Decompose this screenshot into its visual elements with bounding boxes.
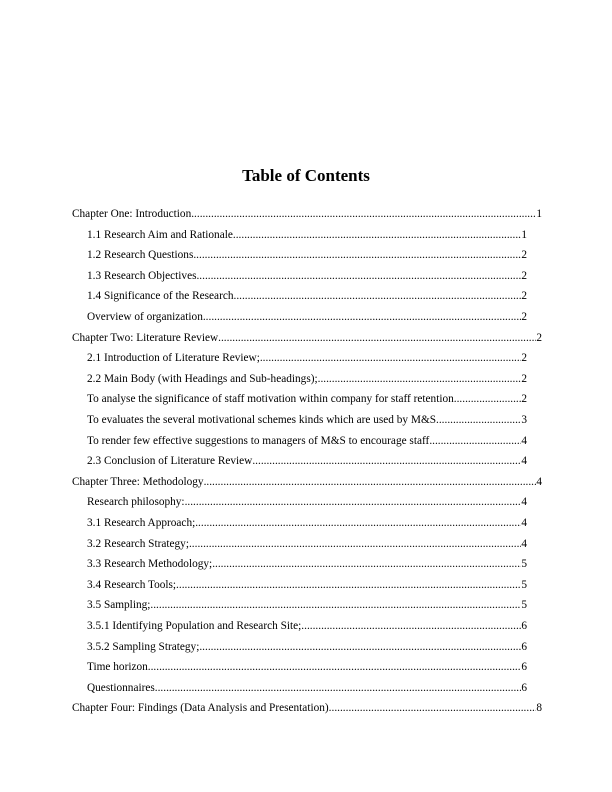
toc-entry-text: To evaluates the several motivational schemes kinds which are used by M&S <box>87 414 437 426</box>
toc-entry[interactable] <box>87 286 527 306</box>
toc-page-number: 1 <box>521 228 527 241</box>
toc-page-number: 1 <box>536 208 542 220</box>
toc-leader-dots <box>252 451 521 471</box>
toc-leader-dots <box>233 225 521 245</box>
toc-leader-dots <box>176 575 521 595</box>
toc-entry[interactable] <box>87 225 527 245</box>
toc-entry-text: 3.5.1 Identifying Population and Research Site; <box>87 620 302 632</box>
toc-leader-dots <box>193 245 521 265</box>
toc-leader-dots <box>318 369 522 389</box>
toc-leader-dots <box>148 657 522 677</box>
toc-entry[interactable] <box>87 595 527 615</box>
toc-page-number: 5 <box>521 599 527 612</box>
toc-entry[interactable] <box>87 451 527 471</box>
toc-page-number: 3 <box>521 414 527 426</box>
toc-entry[interactable] <box>87 616 527 636</box>
toc-page-number: 6 <box>521 681 527 694</box>
toc-page-number: 2 <box>521 372 527 385</box>
toc-entry-text: 2.1 Introduction of Literature Review; <box>87 352 260 365</box>
toc-entry-text: Chapter Two: Literature Review <box>72 331 219 344</box>
toc-entry-text: Questionnaires <box>87 681 155 694</box>
toc-page-number: 2 <box>521 249 527 262</box>
toc-leader-dots <box>329 698 537 718</box>
toc-entry[interactable] <box>72 698 542 718</box>
toc-entry-text: 1.3 Research Objectives <box>87 269 197 282</box>
toc-page-number: 2 <box>521 311 527 323</box>
toc-entry-text: 1.4 Significance of the Research <box>87 290 234 303</box>
toc-entry[interactable] <box>87 678 527 698</box>
toc-entry-text: 3.3 Research Methodology; <box>87 558 213 571</box>
toc-entry-text: 3.1 Research Approach; <box>87 517 196 529</box>
toc-entry-text: To render few effective suggestions to managers of M&S to encourage staff <box>87 434 430 447</box>
toc-entry[interactable] <box>87 431 527 451</box>
toc-entry-text: 3.4 Research Tools; <box>87 578 177 591</box>
toc-leader-dots <box>212 554 521 574</box>
toc-leader-dots <box>196 266 521 286</box>
toc-entry[interactable] <box>87 534 527 554</box>
toc-leader-dots <box>195 513 521 533</box>
toc-entry-text: Time horizon <box>87 661 148 674</box>
toc-entry-text: 3.5.2 Sampling Strategy; <box>87 640 200 653</box>
toc-entry[interactable] <box>87 266 527 286</box>
toc-page-number: 2 <box>521 352 527 365</box>
toc-leader-dots <box>301 616 521 636</box>
toc-page-number: 4 <box>521 496 527 509</box>
toc-entry-text: Chapter Four: Findings (Data Analysis and Presentation) <box>72 702 329 715</box>
toc-leader-dots <box>218 328 536 348</box>
toc-entry-text: 1.1 Research Aim and Rationale <box>87 228 233 241</box>
toc-leader-dots <box>234 286 522 306</box>
toc-entry[interactable] <box>87 637 527 657</box>
toc-entry-text: 3.5 Sampling; <box>87 599 151 612</box>
toc-entry-text: 2.2 Main Body (with Headings and Sub-headings); <box>87 372 318 385</box>
toc-entry[interactable] <box>87 348 527 368</box>
toc-leader-dots <box>204 472 537 492</box>
toc-entry-text: Research philosophy: <box>87 496 185 509</box>
toc-entry-text: 3.2 Research Strategy; <box>87 537 189 550</box>
toc-leader-dots <box>199 637 521 657</box>
toc-entry[interactable] <box>87 513 527 533</box>
toc-leader-dots <box>203 307 521 327</box>
toc-entry-text: 2.3 Conclusion of Literature Review <box>87 455 253 468</box>
toc-leader-dots <box>260 348 521 368</box>
toc-leader-dots <box>189 534 521 554</box>
toc-leader-dots <box>185 492 522 512</box>
toc-entry-text: Chapter One: Introduction <box>72 208 192 220</box>
toc-entry[interactable] <box>87 389 527 409</box>
toc-entry[interactable] <box>87 307 527 327</box>
toc-entry-text: Overview of organization <box>87 311 203 323</box>
toc-entry[interactable] <box>72 472 542 492</box>
toc-page-number: 4 <box>521 455 527 468</box>
toc-page-number: 5 <box>521 558 527 571</box>
toc-page-number: 4 <box>536 475 542 488</box>
toc-entry[interactable] <box>87 410 527 430</box>
toc-page-number: 4 <box>521 517 527 529</box>
toc-entry-text: To analyse the significance of staff motivation within company for staff retention <box>87 393 454 406</box>
toc-page-number: 2 <box>521 269 527 282</box>
toc-leader-dots <box>436 410 521 430</box>
toc-title: Table of Contents <box>242 166 370 185</box>
toc-entry[interactable] <box>87 657 527 677</box>
toc-leader-dots <box>191 204 536 224</box>
toc-leader-dots <box>150 595 521 615</box>
toc-entry[interactable] <box>87 575 527 595</box>
toc-leader-dots <box>155 678 522 698</box>
toc-entry[interactable] <box>72 328 542 348</box>
toc-page-number: 4 <box>521 537 527 550</box>
toc-leader-dots <box>429 431 521 451</box>
toc-page-number: 2 <box>536 331 542 344</box>
toc-entry-text: Chapter Three: Methodology <box>72 475 204 488</box>
toc-entry[interactable] <box>87 245 527 265</box>
toc-entry[interactable] <box>87 369 527 389</box>
toc-page-number: 6 <box>521 620 527 632</box>
toc-page-number: 6 <box>521 640 527 653</box>
toc-entry-text: 1.2 Research Questions <box>87 249 194 262</box>
toc-entry[interactable] <box>87 492 527 512</box>
toc-entry[interactable] <box>87 554 527 574</box>
toc-page-number: 4 <box>521 434 527 447</box>
toc-page-number: 2 <box>521 290 527 303</box>
toc-page-number: 8 <box>536 702 542 715</box>
toc-page-number: 2 <box>521 393 527 406</box>
toc-page-number: 5 <box>521 578 527 591</box>
toc-leader-dots <box>454 389 522 409</box>
toc-page-number: 6 <box>521 661 527 674</box>
toc-entry[interactable] <box>72 204 542 224</box>
